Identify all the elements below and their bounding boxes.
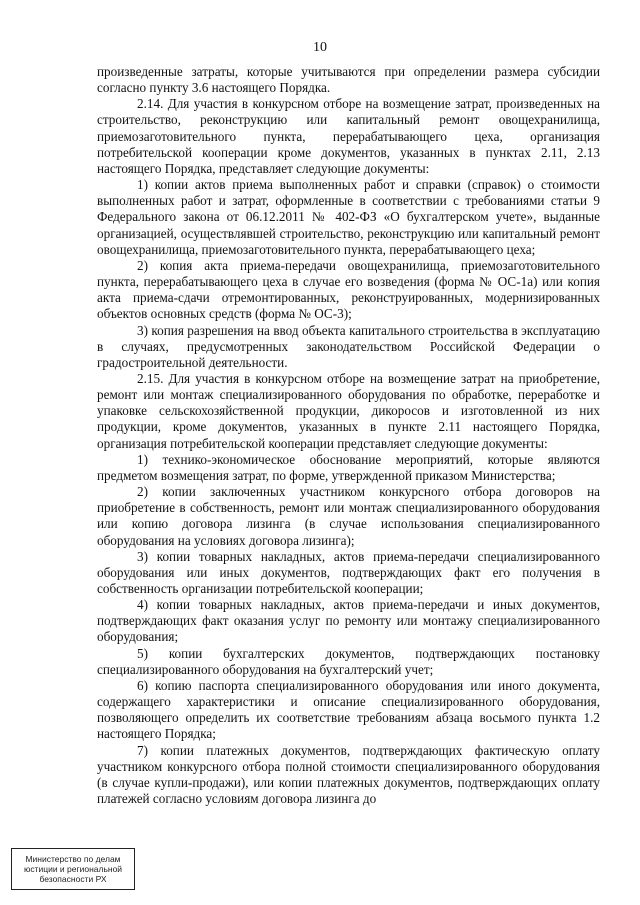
document-body <box>97 64 600 807</box>
paragraph-2-15-item-5: 5) копии бухгалтерских документов, подтверждающих постановку специализированного оборудования на бухгалтерский учет; <box>97 645 600 677</box>
page-number: 10 <box>313 40 327 55</box>
paragraph-2-15-item-2: 2) копии заключенных участником конкурсного отбора договоров на приобретение в собственность, ремонт или монтаж специализированного оборудования или копию договора лизинга (в случае использования специализированного оборудования на условиях договора лизинга); <box>97 484 600 548</box>
paragraph-2-14-item-1: 1) копии актов приема выполненных работ и справки (справок) о стоимости выполненных работ и затрат, оформленные в соответствии с требованиями статьи 9 Федерального закона от 06.12.2011 № 402-ФЗ «О бухгалтерском учете», выданные организацией, осуществлявшей строительство, реконструкцию или капитальный ремонт овощехранилища, приемозаготовительного пункта, перерабатывающего цеха; <box>97 177 600 257</box>
paragraph-2-15-item-7: 7) копии платежных документов, подтверждающих фактическую оплату участником конкурсного отбора полной стоимости специализированного оборудования (в случае купли-продажи), или копии платежных документов, подтверждающих оплату платежей согласно условиям договора лизинга до <box>97 742 600 807</box>
ministry-stamp <box>11 848 135 890</box>
paragraph-2-15: 2.15. Для участия в конкурсном отборе на возмещение затрат на приобретение, ремонт или монтаж специализированного оборудования по обработке, переработке и упаковке сельскохозяйственной продукции, дикоросов и изготовленной из них продукции, кроме документов, указанных в пункте 2.11 настоящего Порядка, организация потребительской кооперации представляет следующие документы: <box>97 370 600 451</box>
stamp-line: Министерство по делам <box>25 854 121 864</box>
paragraph-2-15-item-4: 4) копии товарных накладных, актов приема-передачи и иных документов, подтверждающих факт оказания услуг по ремонту или монтажу специализированного оборудования; <box>97 597 600 645</box>
paragraph-2-14: 2.14. Для участия в конкурсном отборе на возмещение затрат, произведенных на строительство, реконструкцию или капитальный ремонт овощехранилища, приемозаготовительного пункта, перерабатывающего цеха, организация потребительской кооперации кроме документов, указанных в пунктах 2.11, 2.13 настоящего Порядка, представляет следующие документы: <box>97 96 600 176</box>
paragraph-2-15-item-1: 1) технико-экономическое обоснование мероприятий, которые являются предметом возмещения затрат, по форме, утвержденной приказом Министерства; <box>97 451 600 483</box>
paragraph-continuation: произведенные затраты, которые учитываются при определении размера субсидии согласно пункту 3.6 настоящего Порядка. <box>97 64 600 96</box>
paragraph-2-14-item-3: 3) копия разрешения на ввод объекта капитального строительства в эксплуатацию в случаях, предусмотренных законодательством Российской Федерации о градостроительной деятельности. <box>97 322 600 370</box>
stamp-line: юстиции и региональной <box>23 864 123 874</box>
paragraph-2-15-item-3: 3) копии товарных накладных, актов приема-передачи специализированного оборудования или иных документов, подтверждающих факт его получения в собственность организации потребительской кооперации; <box>97 548 600 596</box>
stamp-line: безопасности РХ <box>39 874 107 884</box>
paragraph-2-15-item-6: 6) копию паспорта специализированного оборудования или иного документа, содержащего характеристики и описание специализированного оборудования, позволяющего определить их соответствие требованиям абзаца восьмого пункта 1.2 настоящего Порядка; <box>97 677 600 742</box>
paragraph-2-14-item-2: 2) копия акта приема-передачи овощехранилища, приемозаготовительного пункта, перерабатывающего цеха в случае его возведения (форма № ОС-1а) или копия акта приема-сдачи отремонтированных, реконструированных, модернизированных объектов основных средств (форма № ОС-3); <box>97 257 600 322</box>
